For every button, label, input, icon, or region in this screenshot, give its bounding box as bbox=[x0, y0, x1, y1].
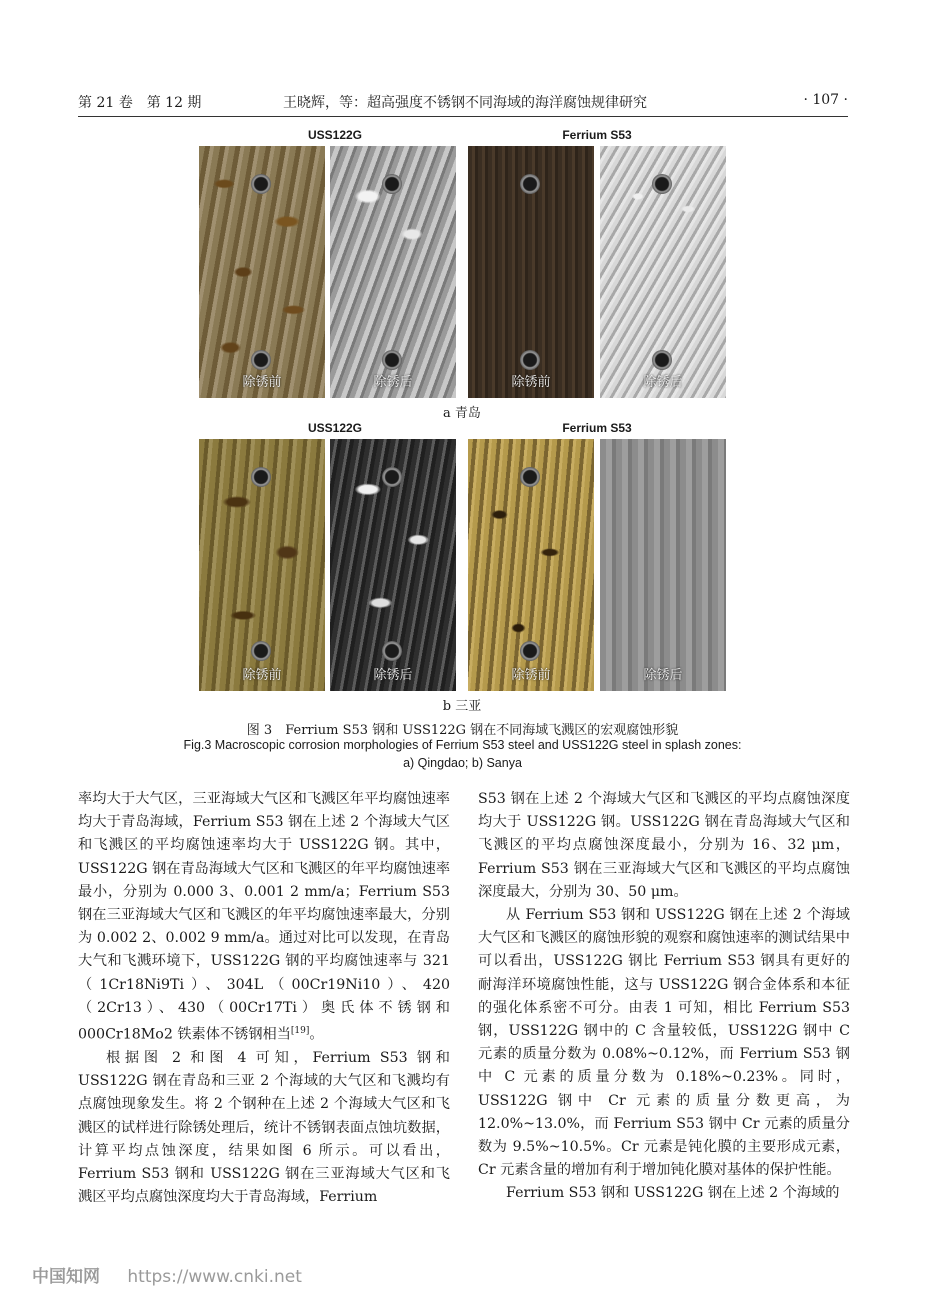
specimen-hole bbox=[520, 350, 540, 370]
page-number: · 107 · bbox=[803, 92, 848, 108]
specimen-hole bbox=[251, 641, 271, 661]
cnki-url[interactable]: https://www.cnki.net bbox=[127, 1267, 302, 1287]
paragraph: 根据图 2 和图 4 可知，Ferrium S53 钢和 USS122G 钢在青岛和三亚 2 个海域的大气区和飞溅均有点腐蚀现象发生。将 2 个钢种在上述 2 个海域大气区和飞溅区的试样进行除锈处理后，统计不锈钢表面点蚀坑数据，计算平均点蚀深度，结果如图 6 所示。可以看出，Ferrium S53 钢和 USS122G 钢在三亚海域大气区和飞溅区平均点腐蚀深度均大于青岛海域，Ferrium bbox=[78, 1049, 450, 1206]
panel-label: 除锈前 bbox=[511, 375, 551, 390]
photo-sanya-ferrium-after bbox=[600, 439, 726, 691]
running-header bbox=[78, 92, 848, 117]
citation-ref[interactable]: [19] bbox=[290, 1026, 310, 1037]
figure-caption-cn: 图 3 Ferrium S53 钢和 USS122G 钢在不同海域飞溅区的宏观腐蚀形貌 bbox=[246, 723, 679, 738]
group-label-uss122g-b: USS122G bbox=[307, 421, 363, 435]
photo-sanya-ferrium-before bbox=[468, 439, 594, 691]
specimen-hole bbox=[520, 467, 540, 487]
specimen-hole bbox=[251, 174, 271, 194]
footer-watermark bbox=[32, 1262, 302, 1287]
specimen-hole bbox=[652, 174, 672, 194]
left-column bbox=[78, 788, 450, 1209]
panel-label: 除锈前 bbox=[242, 375, 282, 390]
specimen-hole bbox=[652, 350, 672, 370]
group-label-ferrium-b: Ferrium S53 bbox=[562, 421, 632, 435]
paragraph bbox=[78, 788, 450, 1047]
photo-sanya-uss122g-before bbox=[199, 439, 325, 691]
panel-label: 除锈前 bbox=[242, 668, 282, 683]
group-label-uss122g-a: USS122G bbox=[307, 128, 363, 142]
paragraph: S53 钢在上述 2 个海域大气区和飞溅区的平均点腐蚀深度均大于 USS122G 钢。USS122G 钢在青岛海域大气区和飞溅区的平均点腐蚀深度最小，分别为 16、32 μm，Ferrium S53 钢在三亚海域大气区和飞溅区的平均点腐蚀深度最大，分别为 30、50 μm。 bbox=[478, 791, 850, 900]
specimen-hole bbox=[382, 467, 402, 487]
figure-caption-en-line2: a) Qingdao; b) Sanya bbox=[403, 756, 522, 770]
running-title: 王晓辉，等：超高强度不锈钢不同海域的海洋腐蚀规律研究 bbox=[283, 95, 647, 111]
panel-label: 除锈后 bbox=[373, 375, 413, 390]
paragraph: Ferrium S53 钢和 USS122G 钢在上述 2 个海域的 bbox=[506, 1185, 840, 1202]
panel-label: 除锈后 bbox=[373, 668, 413, 683]
panel-label: 除锈后 bbox=[643, 668, 683, 683]
specimen-hole bbox=[520, 641, 540, 661]
paragraph-end: 。 bbox=[309, 1026, 324, 1043]
photo-qingdao-ferrium-before bbox=[468, 146, 594, 398]
figure-caption-en-line1: Fig.3 Macroscopic corrosion morphologies of Ferrium S53 steel and USS122G steel in splash zones: bbox=[183, 738, 742, 752]
specimen-hole bbox=[382, 174, 402, 194]
specimen-hole bbox=[382, 350, 402, 370]
panel-label: 除锈后 bbox=[643, 375, 683, 390]
sub-caption-qingdao: a 青岛 bbox=[443, 406, 481, 421]
specimen-hole bbox=[520, 174, 540, 194]
group-label-ferrium-a: Ferrium S53 bbox=[562, 128, 632, 142]
photo-qingdao-uss122g-before bbox=[199, 146, 325, 398]
right-column bbox=[478, 788, 850, 1206]
cnki-brand: 中国知网 bbox=[32, 1267, 100, 1287]
photo-sanya-uss122g-after bbox=[330, 439, 456, 691]
paragraph-text: 率均大于大气区，三亚海域大气区和飞溅区年平均腐蚀速率均大于青岛海域，Ferrium S53 钢在上述 2 个海域大气区和飞溅区的平均腐蚀速率均大于 USS122G 钢。其中，USS122G 钢在青岛海域大气区和飞溅区的年平均腐蚀速率最小，分别为 0.000 3、0.001 2 mm/a；Ferrium S53 钢在三亚海域大气区和飞溅区的年平均腐蚀速率最大，分别为 0.002 2、0.002 9 mm/a。通过对比可以发现，在青岛大气和飞溅环境下，USS122G 钢的平均腐蚀速率与 321（1Cr18Ni9Ti）、304L（00Cr19Ni10）、420（2Cr13）、430（00Cr17Ti）奥氏体不锈钢和 000Cr18Mo2 铁素体不锈钢相当 bbox=[78, 791, 451, 1043]
sub-caption-sanya: b 三亚 bbox=[442, 699, 482, 714]
journal-volume-issue: 第 21 卷 第 12 期 bbox=[78, 95, 202, 111]
specimen-hole bbox=[251, 467, 271, 487]
photo-qingdao-ferrium-after bbox=[600, 146, 726, 398]
photo-qingdao-uss122g-after bbox=[330, 146, 456, 398]
specimen-hole bbox=[251, 350, 271, 370]
paragraph: 从 Ferrium S53 钢和 USS122G 钢在上述 2 个海域大气区和飞溅区的腐蚀形貌的观察和腐蚀速率的测试结果中可以看出，USS122G 钢比 Ferrium S53 钢具有更好的耐海洋环境腐蚀性能，这与 USS122G 钢合金体系和本征的强化体系密不可分。由表 1 可知，相比 Ferrium S53 钢，USS122G 钢中的 C 含量较低，USS122G 钢中 C 元素的质量分数为 0.08%~0.12%，而 Ferrium S53 钢中 C 元素的质量分数为 0.18%~0.23%。同时，USS122G 钢中 Cr 元素的质量分数更高，为 12.0%~13.0%，而 Ferrium S53 钢中 Cr 元素的质量分数为 9.5%~10.5%。Cr 元素是钝化膜的主要形成元素，Cr 元素含量的增加有利于增加钝化膜对基体的保护性能。 bbox=[478, 907, 850, 1179]
specimen-hole bbox=[382, 641, 402, 661]
panel-label: 除锈前 bbox=[511, 668, 551, 683]
